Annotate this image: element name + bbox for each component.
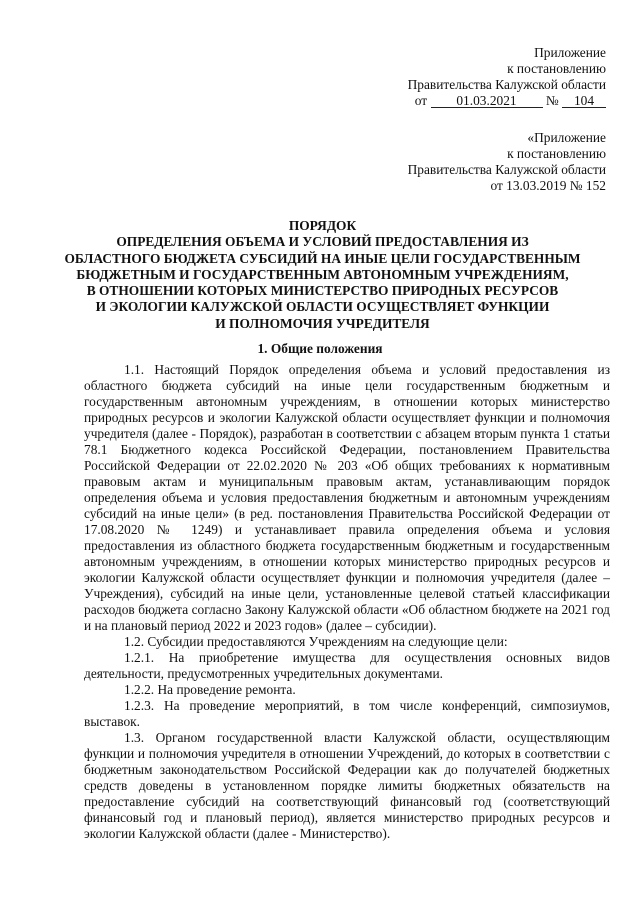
paragraph-1-2: 1.2. Субсидии предоставляются Учреждениям на следующие цели: (124, 634, 508, 649)
attachment-label: Приложение (534, 45, 606, 60)
number-label: № (545, 93, 559, 108)
paragraph-1-3: 1.3. Органом государственной власти Калужской области, осуществляющим функции и полномочия учредителя в отношении Учреждений, до которых в соответствии с бюджетным законодательством Российской Федерации как до получателей бюджетных средств доведены в установленном порядке лимиты бюджетных обязательств на предоставление субсидий на соответствующий финансовый год (соответствующий финансовый год и плановый период), является министерство природных ресурсов и экологии Калужской области (далее - Министерство). (84, 730, 610, 841)
paragraph-1-2-3: 1.2.3. На проведение мероприятий, в том числе конференций, симпозиумов, выставок. (84, 698, 610, 729)
paragraph-1-2-1: 1.2.1. На приобретение имущества для осуществления основных видов деятельности, предусмотренных учредительных документами. (84, 650, 610, 681)
paragraph-1-1: 1.1. Настоящий Порядок определения объема и условий предоставления из областного бюджета субсидий на иные цели государственным бюджетным и государственным автономным учреждениям, в отношении которых министерство природных ресурсов и экологии Калужской области осуществляет функции и полномочия учредителя (далее - Порядок), разработан в соответствии с абзацем вторым пункта 1 статьи 78.1 Бюджетного кодекса Российской Федерации, постановлением Правительства Российской Федерации от 22.02.2020 № 203 «Об общих требованиях к нормативным правовым актам и муниципальным правовым актам, устанавливающим порядок определения объема и условия предоставления бюджетным и автономным учреждениям субсидий на иные цели» (в ред. постановления Правительства Российской Федерации от 17.08.2020 № 1249) и устанавливает правила определения объема и условия предоставления из областного бюджета государственным бюджетным и государственным автономным учреждениям, в отношении которых министерство природных ресурсов и экологии Калужской области осуществляет функции и полномочия учредителя (далее – Учреждения), субсидий на иные цели, установленные целевой статьей классификации расходов бюджета согласно Закону Калужской области «Об областном бюджете на 2021 год и на плановый период 2022 и 2023 годов» (далее – субсидии). (84, 362, 610, 633)
attachment-government-label: Правительства Калужской области (407, 77, 606, 92)
resolution-number: 104 (562, 94, 606, 108)
title-line: ОБЛАСТНОГО БЮДЖЕТА СУБСИДИЙ НА ИНЫЕ ЦЕЛИ ГОСУДАРСТВЕННЫМ (64, 250, 581, 266)
title-line: БЮДЖЕТНЫМ И ГОСУДАРСТВЕННЫМ АВТОНОМНЫМ УЧРЕЖДЕНИЯМ, (76, 266, 569, 282)
document-body (84, 362, 610, 842)
document-title (60, 218, 585, 332)
previous-resolution-date-number: от 13.03.2019 № 152 (490, 178, 606, 193)
previous-resolution-label: к постановлению (507, 146, 606, 161)
attachment-resolution-label: к постановлению (507, 61, 606, 76)
title-line: ПОРЯДОК (288, 218, 357, 233)
title-line: И ПОЛНОМОЧИЯ УЧРЕДИТЕЛЯ (215, 315, 430, 331)
attachment-date-number (408, 93, 606, 109)
attachment-header (408, 45, 606, 109)
title-line: И ЭКОЛОГИИ КАЛУЖСКОЙ ОБЛАСТИ ОСУЩЕСТВЛЯЕТ ФУНКЦИИ (95, 299, 550, 315)
paragraph-1-2-2: 1.2.2. На проведение ремонта. (124, 682, 296, 697)
previous-attachment-label: «Приложение (527, 130, 606, 145)
section-heading: 1. Общие положения (257, 341, 383, 356)
title-line: В ОТНОШЕНИИ КОТОРЫХ МИНИСТЕРСТВО ПРИРОДНЫХ РЕСУРСОВ (86, 283, 559, 299)
previous-government-label: Правительства Калужской области (407, 162, 606, 177)
previous-attachment-header (408, 130, 606, 194)
from-label: от (414, 93, 428, 108)
title-line: ОПРЕДЕЛЕНИЯ ОБЪЕМА И УСЛОВИЙ ПРЕДОСТАВЛЕНИЯ ИЗ (116, 234, 529, 250)
resolution-date: 01.03.2021 (431, 94, 543, 108)
